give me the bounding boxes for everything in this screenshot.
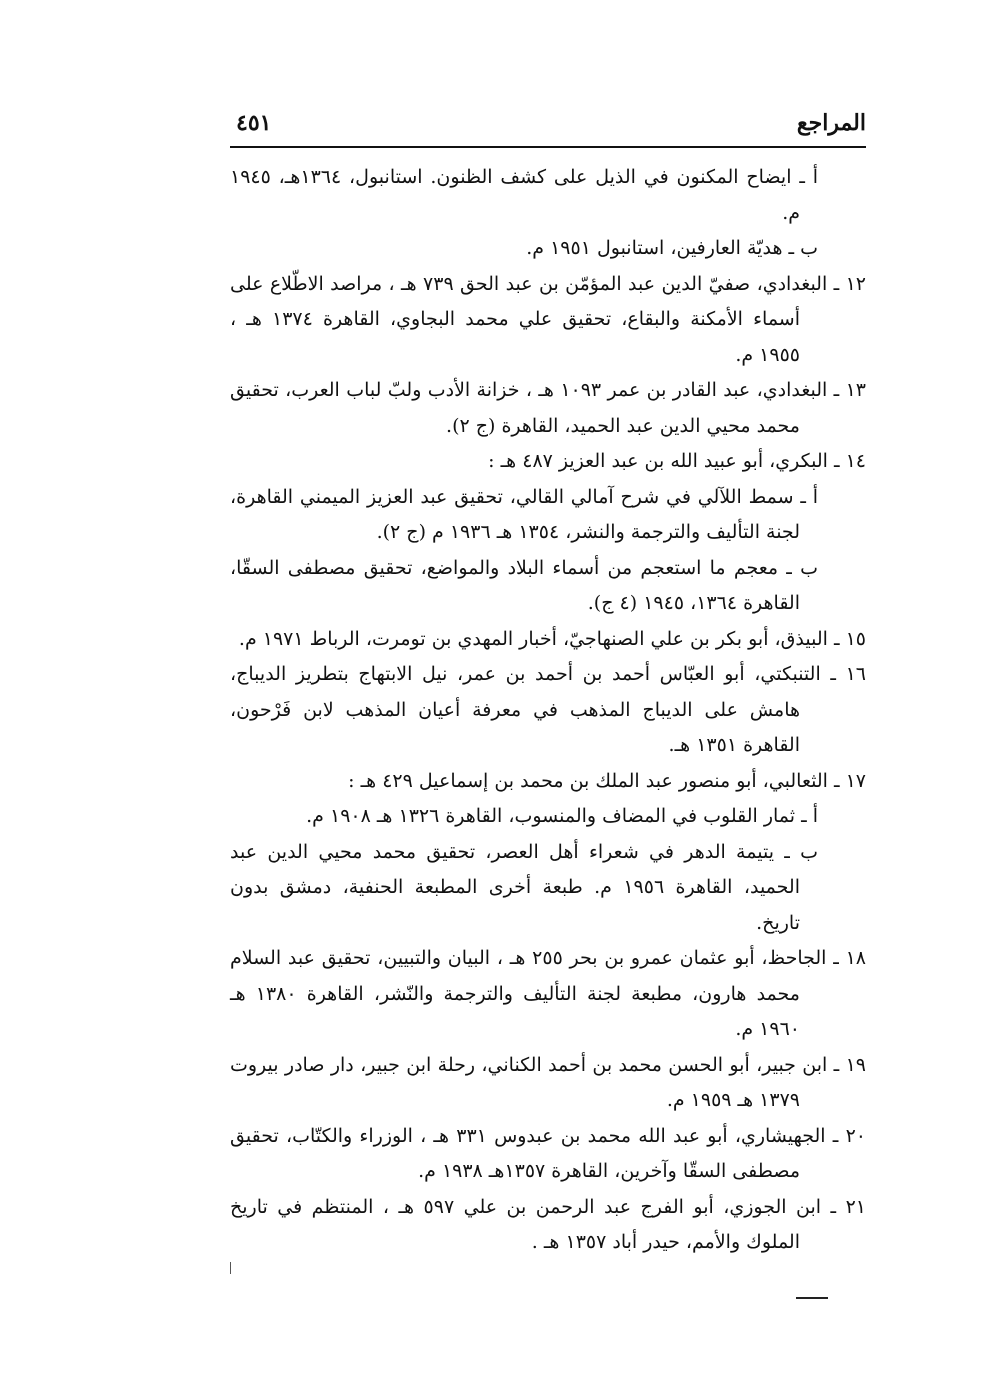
- reference-entry: ٢١ ـ ابن الجوزي، أبو الفرج عبد الرحمن بن علي ٥٩٧ هـ ، المنتظم في تاريخ الملوك والأمم، حيدر أباد ١٣٥٧ هـ .: [230, 1195, 866, 1253]
- reference-entry: أ ـ ثمار القلوب في المضاف والمنسوب، القاهرة ١٣٢٦ هـ ١٩٠٨ م.: [306, 805, 818, 827]
- page-title: المراجع: [796, 110, 866, 136]
- reference-entry: ١٦ ـ التنبكتي، أبو العبّاس أحمد بن أحمد بن عمر، نيل الابتهاج بتطريز الديباج، هامش على الديباج المذهب في معرفة أعيان المذهب لابن فَرْحون، القاهرة ١٣٥١ هـ.: [230, 663, 866, 756]
- header-divider: [230, 146, 866, 148]
- reference-entry: ٢٠ ـ الجهيشاري، أبو عبد الله محمد بن عبدوس ٣٣١ هـ ، الوزراء والكتّاب، تحقيق مصطفى السقّا وآخرين، القاهرة ١٣٥٧هـ ١٩٣٨ م.: [230, 1124, 866, 1182]
- references-list: [230, 160, 866, 1261]
- reference-entry: أ ـ ايضاح المكنون في الذيل على كشف الظنون. استانبول، ١٣٦٤هـ، ١٩٤٥ م.: [230, 166, 818, 224]
- reference-entry: ب ـ هديّة العارفين، استانبول ١٩٥١ م.: [526, 237, 818, 259]
- reference-entry: ١٥ ـ البيذق، أبو بكر بن علي الصنهاجيّ، أخبار المهدي بن تومرت، الرباط ١٩٧١ م.: [238, 627, 866, 650]
- reference-entry: ١٢ ـ البغدادي، صفيّ الدين عبد المؤمّن بن عبد الحق ٧٣٩ هـ ، مراصد الاطّلاع على أسماء الأمكنة والبقاع، تحقيق علي محمد البجاوي، القاهرة ١٣٧٤ هـ ، ١٩٥٥ م.: [230, 272, 866, 366]
- page-number: ٤٥١: [236, 110, 272, 136]
- page-header: [230, 106, 866, 144]
- reference-entry: ١٣ ـ البغدادي، عبد القادر بن عمر ١٠٩٣ هـ ، خزانة الأدب ولبّ لباب العرب، تحقيق محمد محيي الدين عبد الحميد، القاهرة (ج ٢).: [230, 379, 867, 437]
- reference-entry: ١٧ ـ الثعالبي، أبو منصور عبد الملك بن محمد بن إسماعيل ٤٢٩ هـ :: [348, 769, 866, 792]
- reference-entry: ب ـ معجم ما استعجم من أسماء البلاد والمواضع، تحقيق مصطفى السقّا، القاهرة ١٣٦٤، ١٩٤٥ (٤ ج).: [230, 556, 818, 614]
- reference-entry: ١٩ ـ ابن جبير، أبو الحسن محمد بن أحمد الكناني، رحلة ابن جبير، دار صادر بيروت ١٣٧٩ هـ ١٩٥٩ م.: [230, 1053, 866, 1111]
- reference-entry: ب ـ يتيمة الدهر في شعراء أهل العصر، تحقيق محمد محيي الدين عبد الحميد، القاهرة ١٩٥٦ م. طبعة أخرى المطبعة الحنفية، دمشق بدون تاريخ.: [230, 840, 818, 934]
- margin-mark: [230, 1262, 231, 1274]
- reference-entry: ١٨ ـ الجاحظ، أبو عثمان عمرو بن بحر ٢٥٥ هـ ، البيان والتبيين، تحقيق عبد السلام محمد هارون، مطبعة لجنة التأليف والترجمة والنّشر، القاهرة ١٣٨٠ هـ ١٩٦٠ م.: [230, 947, 867, 1040]
- reference-entry: أ ـ سمط اللآلي في شرح آمالي القالي، تحقيق عبد العزيز الميمني القاهرة، لجنة التأليف والترجمة والنشر، ١٣٥٤ هـ ١٩٣٦ م (ج ٢).: [230, 485, 818, 543]
- reference-entry: ١٤ ـ البكري، أبو عبيد الله بن عبد العزيز ٤٨٧ هـ :: [488, 450, 866, 472]
- footer-rule: [796, 1297, 828, 1299]
